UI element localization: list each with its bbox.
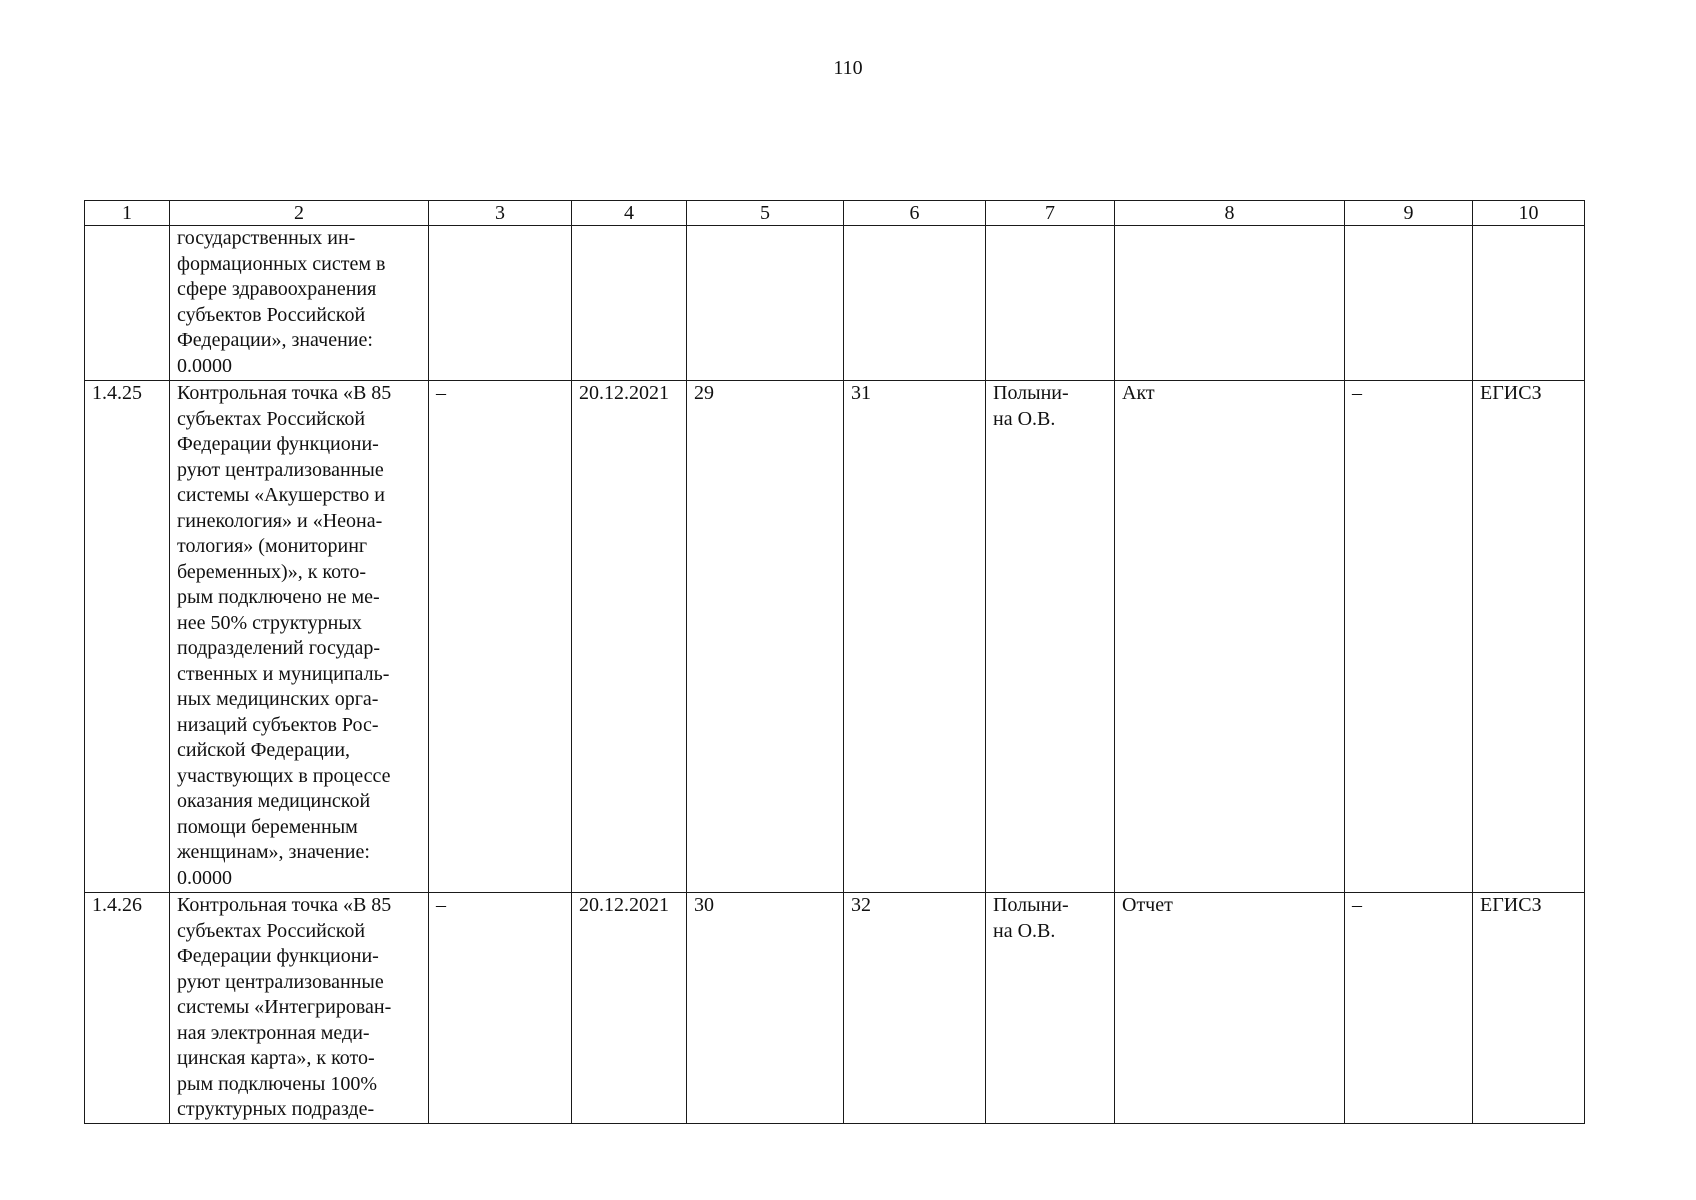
cell-description: Контрольная точка «В 85 субъектах Российской Федерации функциони- руют централизованные системы «Акушерство и гинекология» и «Неона- тология» (мониторинг беременных)», к кото- рым подключено не ме- нее 50% структурных подразделений государ- ственных и муниципаль- ных медицинских орга- низаций субъектов Рос- сийской Федерации, участвующих в процессе оказания медицинской помощи беременным женщинам», значение: 0.0000: [170, 381, 429, 893]
column-header-1: 1: [85, 201, 170, 226]
cell-col3: –: [429, 893, 572, 1124]
cell-responsible: Полыни- на О.В.: [986, 893, 1115, 1124]
cell-number: 1.4.26: [85, 893, 170, 1124]
cell-col6: 31: [844, 381, 986, 893]
column-header-6: 6: [844, 201, 986, 226]
cell-col3: –: [429, 381, 572, 893]
cell-col3: [429, 226, 572, 381]
document-table: [84, 200, 1585, 1124]
cell-number: 1.4.25: [85, 381, 170, 893]
cell-description: Контрольная точка «В 85 субъектах Российской Федерации функциони- руют централизованные системы «Интегрирован- ная электронная меди- цинская карта», к кото- рым подключены 100% структурных подразде-: [170, 893, 429, 1124]
cell-col6: 32: [844, 893, 986, 1124]
table-row: [85, 226, 1585, 381]
cell-document: Акт: [1115, 381, 1345, 893]
cell-col6: [844, 226, 986, 381]
cell-col5: 29: [687, 381, 844, 893]
cell-col9: [1345, 226, 1473, 381]
column-header-9: 9: [1345, 201, 1473, 226]
column-header-10: 10: [1473, 201, 1585, 226]
cell-date: [572, 226, 687, 381]
column-header-8: 8: [1115, 201, 1345, 226]
table-header-row: [85, 201, 1585, 226]
table-row: [85, 381, 1585, 893]
cell-col9: –: [1345, 381, 1473, 893]
cell-responsible: [986, 226, 1115, 381]
cell-system: [1473, 226, 1585, 381]
cell-system: ЕГИСЗ: [1473, 893, 1585, 1124]
column-header-5: 5: [687, 201, 844, 226]
cell-col5: 30: [687, 893, 844, 1124]
cell-number: [85, 226, 170, 381]
cell-responsible: Полыни- на О.В.: [986, 381, 1115, 893]
column-header-2: 2: [170, 201, 429, 226]
cell-document: [1115, 226, 1345, 381]
cell-description: государственных ин- формационных систем в сфере здравоохранения субъектов Российской Федерации», значение: 0.0000: [170, 226, 429, 381]
cell-system: ЕГИСЗ: [1473, 381, 1585, 893]
cell-col9: –: [1345, 893, 1473, 1124]
table-row: [85, 893, 1585, 1124]
column-header-4: 4: [572, 201, 687, 226]
cell-date: 20.12.2021: [572, 893, 687, 1124]
column-header-3: 3: [429, 201, 572, 226]
cell-col5: [687, 226, 844, 381]
cell-document: Отчет: [1115, 893, 1345, 1124]
cell-date: 20.12.2021: [572, 381, 687, 893]
column-header-7: 7: [986, 201, 1115, 226]
page-number: 110: [833, 57, 863, 79]
